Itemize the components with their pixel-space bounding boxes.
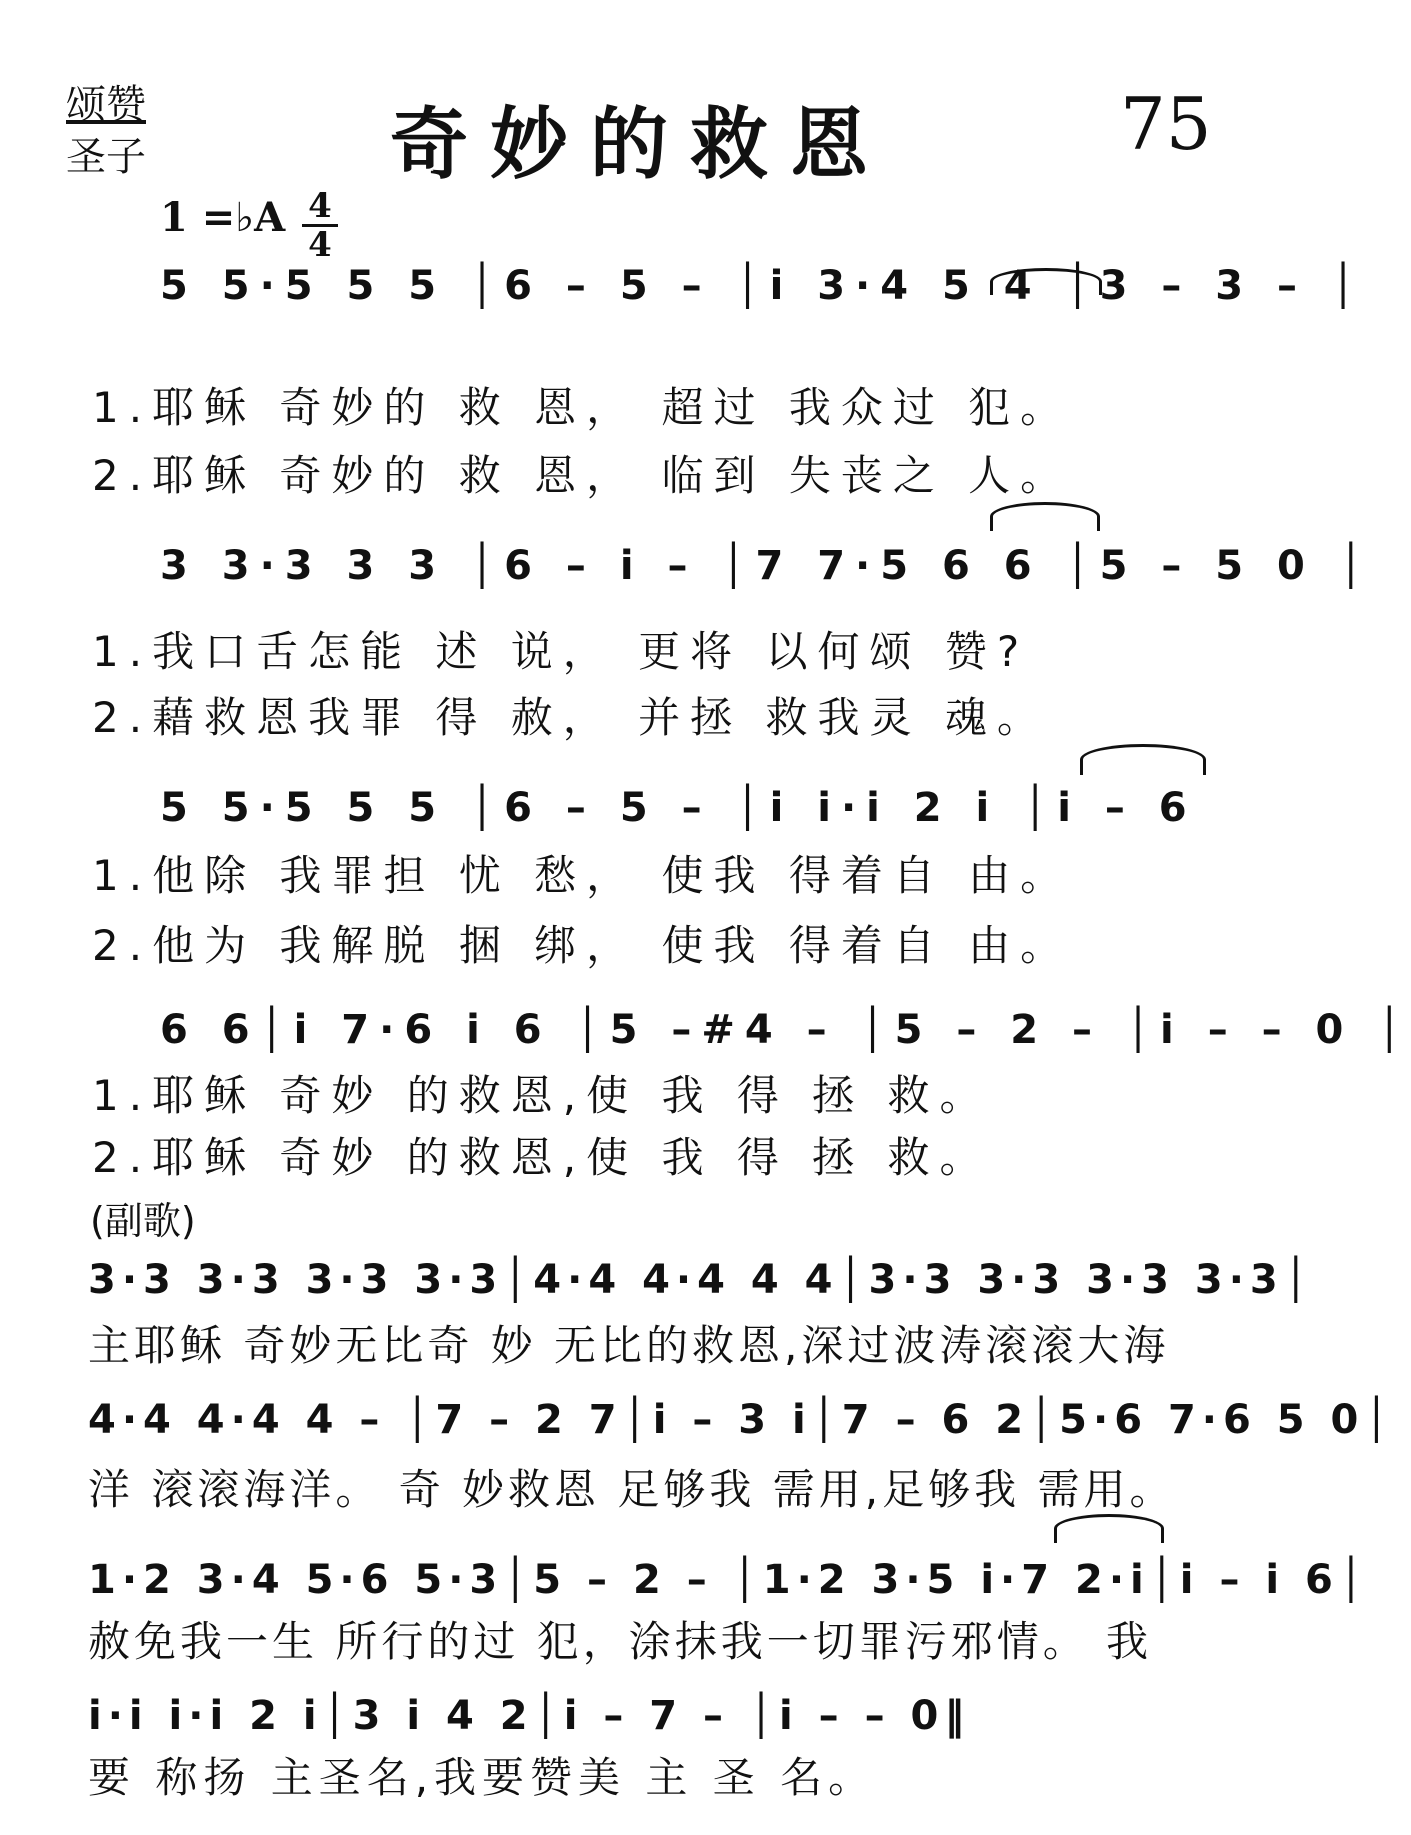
hymn-number: 75 [1120,82,1212,166]
notation-line: 3·3 3·3 3·3 3·3│4·4 4·4 4 4│3·3 3·3 3·3 3·3│ [88,1257,1314,1303]
key-signature: 1 =♭A [160,194,286,241]
notation-line: 4·4 4·4 4 – │7 – 2 7│i – 3 i│7 – 6 2│5·6 7·6 5 0│ [88,1397,1395,1443]
slur-mark [990,268,1102,295]
subcategory-label: 圣子 [66,134,146,180]
refrain-lyric: 赦免我一生 所行的过 犯，涂抹我一切罪污邪情。 我 [88,1617,1153,1666]
refrain-lyric: 洋 滚滚海洋。 奇 妙救恩 足够我 需用,足够我 需用。 [88,1465,1176,1514]
refrain-music-row-4 [0,1686,1280,1746]
hymn-title: 奇妙的救恩 [389,99,890,190]
notation-line: i·i i·i 2 i│3 i 4 2│i – 7 – │i – – 0‖ [88,1693,971,1739]
notation-line: 3 3·3 3 3 │6 – i – │7 7·5 6 6 │5 – 5 0 │ [160,543,1373,589]
refrain-lyric: 要 称扬 主圣名,我要赞美 主 圣 名。 [88,1753,877,1802]
music-row-2 [0,536,1373,596]
time-signature-bottom: 4 [308,225,332,265]
notation-line: 5 5·5 5 5 │6 – 5 – │i i·i 2 i │i – 6 [160,785,1197,831]
slur-mark [990,502,1100,531]
time-signature-top: 4 [308,186,332,226]
time-signature [298,188,342,263]
refrain-music-row-3 [0,1550,1369,1610]
lyric-verse-2: 2.耶稣 奇妙 的救恩,使 我 得 拯 救。 [92,1133,992,1182]
refrain-music-row-2 [0,1390,1395,1450]
music-row-3 [0,778,1280,838]
slur-mark [1080,744,1206,775]
lyric-verse-1: 1.我口舌怎能 述 说， 更将 以何颂 赞? [92,627,1030,676]
slur-mark [1054,1514,1164,1543]
lyric-verse-1: 1.耶稣 奇妙 的救恩,使 我 得 拯 救。 [92,1071,992,1120]
lyric-verse-1: 1.他除 我罪担 忧 愁， 使我 得着自 由。 [92,851,1073,900]
notation-line: 6 6│i 7·6 i 6 │5 –#4 – │5 – 2 – │i – – 0 │ [160,1007,1411,1053]
refrain-label: (副歌) [90,1199,196,1243]
notation-line: 5 5·5 5 5 │6 – 5 – │i 3·4 5 4 │3 – 3 – │ [160,263,1366,309]
notation-line: 1·2 3·4 5·6 5·3│5 – 2 – │1·2 3·5 i·7 2·i│i – i 6│ [88,1557,1369,1603]
category-label: 颂赞 [66,82,146,128]
music-row-4 [0,1000,1411,1060]
refrain-music-row-1 [0,1250,1314,1310]
lyric-verse-1: 1.耶稣 奇妙的 救 恩， 超过 我众过 犯。 [92,383,1073,432]
refrain-lyric: 主耶稣 奇妙无比奇 妙 无比的救恩,深过波涛滚滚大海 [88,1321,1170,1370]
lyric-verse-2: 2.藉救恩我罪 得 赦， 并拯 救我灵 魂。 [92,693,1049,742]
lyric-verse-2: 2.耶稣 奇妙的 救 恩， 临到 失丧之 人。 [92,451,1073,500]
lyric-verse-2: 2.他为 我解脱 捆 绑， 使我 得着自 由。 [92,921,1073,970]
